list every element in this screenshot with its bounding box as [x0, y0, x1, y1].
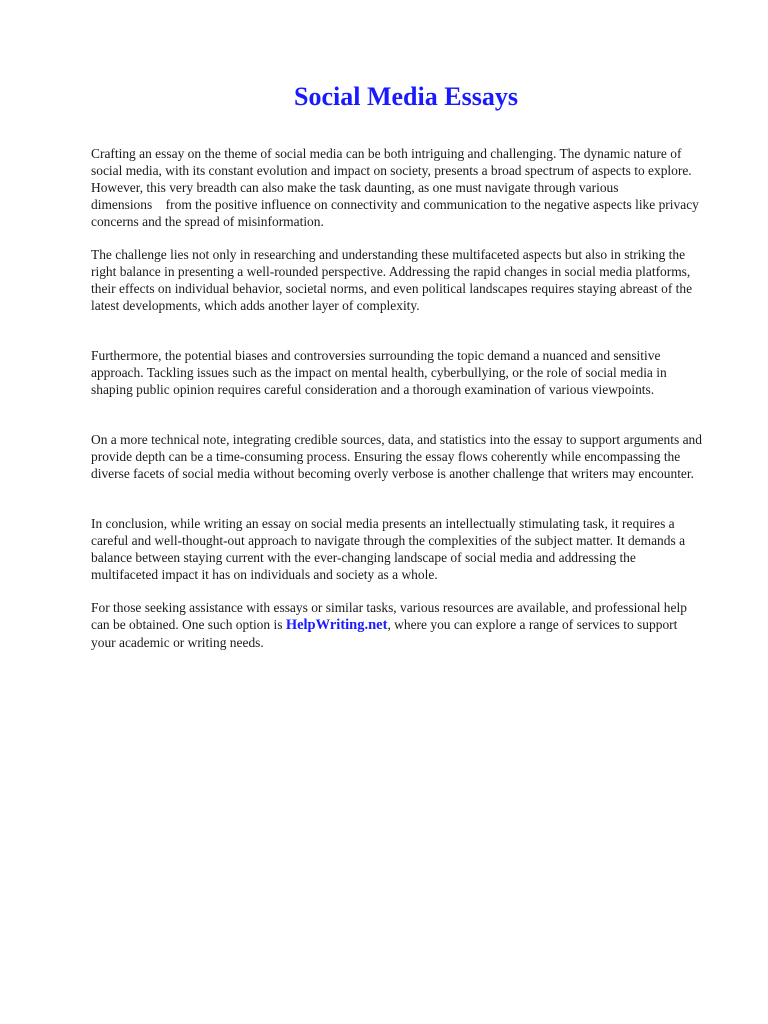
paragraph-biases: Furthermore, the potential biases and controversies surrounding the topic demand a nuanced and sensitive approach. Tackling issues such as the impact on mental health, cyberbullying, or the role of social media in shaping public opinion requires careful consideration and a thorough examination of various viewpoints.	[91, 348, 667, 397]
assistance-text-after-link: , where you can explore a range of services to support your academic or writing needs.	[91, 617, 678, 650]
paragraph-technical: On a more technical note, integrating credible sources, data, and statistics into the essay to support arguments and provide depth can be a time-consuming process. Ensuring the essay flows coherently while encompassing the diverse facets of social media without becoming overly verbose is another challenge that writers may encounter.	[91, 432, 702, 481]
paragraph-challenge: The challenge lies not only in researching and understanding these multifaceted aspects but also in striking the right balance in presenting a well-rounded perspective. Addressing the rapid changes in social media platforms, their effects on individual behavior, societal norms, and even political landscapes requires staying abreast of the latest developments, which adds another layer of complexity.	[91, 247, 693, 313]
paragraph-assistance	[91, 599, 703, 651]
assistance-text-before-link: For those seeking assistance with essays or similar tasks, various resources are available, and professional help can be obtained. One such option is	[91, 600, 687, 632]
page-title: Social Media Essays	[294, 82, 518, 111]
helpwriting-link[interactable]: HelpWriting.net	[285, 617, 388, 633]
paragraph-intro: Crafting an essay on the theme of social media can be both intriguing and challenging. The dynamic nature of social media, with its constant evolution and impact on society, presents a broad spectrum of aspects to explore. However, this very breadth can also make the task daunting, as one must navigate through various dimensions from the positive influence on connectivity and communication to the negative aspects like privacy concerns and the spread of misinformation.	[91, 146, 699, 229]
paragraph-conclusion: In conclusion, while writing an essay on social media presents an intellectually stimulating task, it requires a careful and well-thought-out approach to navigate through the complexities of the subject matter. It demands a balance between staying current with the ever-changing landscape of social media and addressing the multifaceted impact it has on individuals and society as a whole.	[91, 516, 686, 582]
